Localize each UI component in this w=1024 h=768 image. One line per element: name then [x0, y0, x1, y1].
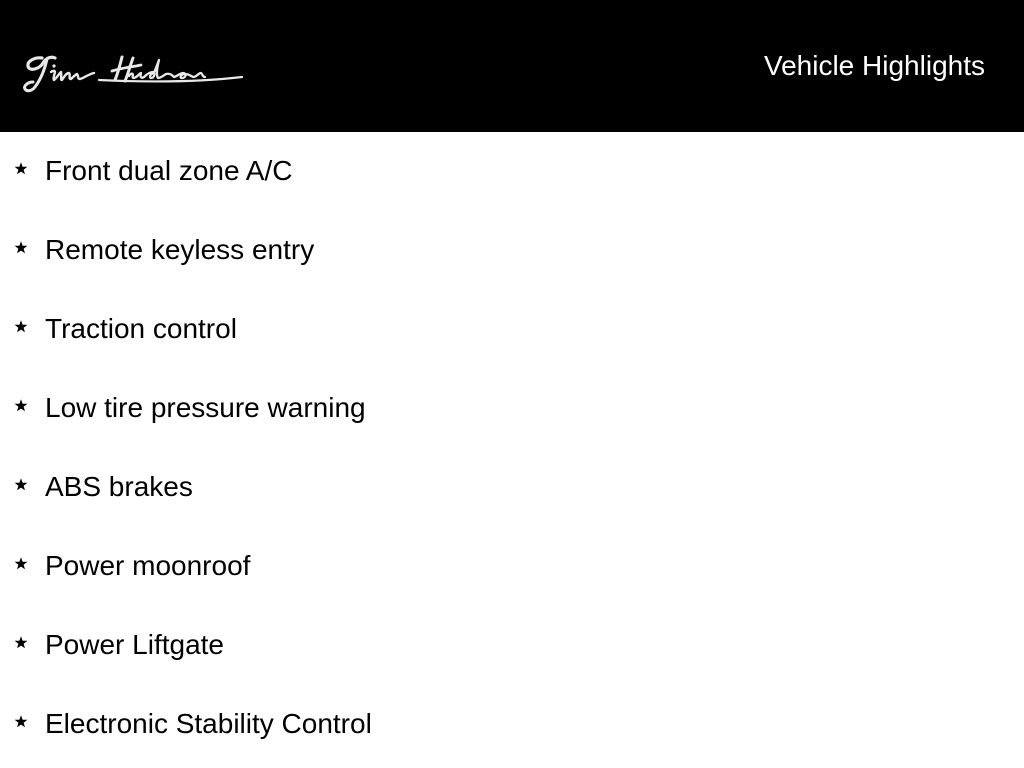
highlight-item-low-tire-pressure-warning	[0, 369, 1024, 448]
star-icon	[11, 475, 31, 495]
page-header	[0, 0, 1024, 132]
star-icon	[11, 712, 31, 732]
highlight-label: Power Liftgate	[45, 629, 224, 660]
highlight-label: Power moonroof	[45, 550, 251, 581]
star-icon	[11, 159, 31, 179]
highlight-item-front-dual-zone-ac	[0, 132, 1024, 211]
highlight-label: Front dual zone A/C	[45, 155, 293, 186]
star-icon	[11, 396, 31, 416]
signature-logo-icon	[20, 48, 244, 96]
highlight-item-power-liftgate	[0, 606, 1024, 685]
highlight-label: Traction control	[45, 313, 237, 344]
highlight-label: Low tire pressure warning	[45, 392, 366, 423]
star-icon	[11, 554, 31, 574]
page-title: Vehicle Highlights	[763, 50, 985, 81]
highlight-item-abs-brakes	[0, 448, 1024, 527]
highlight-label: Remote keyless entry	[45, 234, 315, 265]
highlight-item-electronic-stability-control	[0, 685, 1024, 764]
highlight-item-remote-keyless-entry	[0, 211, 1024, 290]
highlight-label: Electronic Stability Control	[45, 708, 372, 739]
highlight-item-traction-control	[0, 290, 1024, 369]
star-icon	[11, 317, 31, 337]
highlight-label: ABS brakes	[45, 471, 193, 502]
jim-hudson-signature-logo	[20, 48, 244, 96]
highlight-item-power-moonroof	[0, 527, 1024, 606]
star-icon	[11, 633, 31, 653]
star-icon	[11, 238, 31, 258]
vehicle-highlights-list	[0, 132, 1024, 764]
